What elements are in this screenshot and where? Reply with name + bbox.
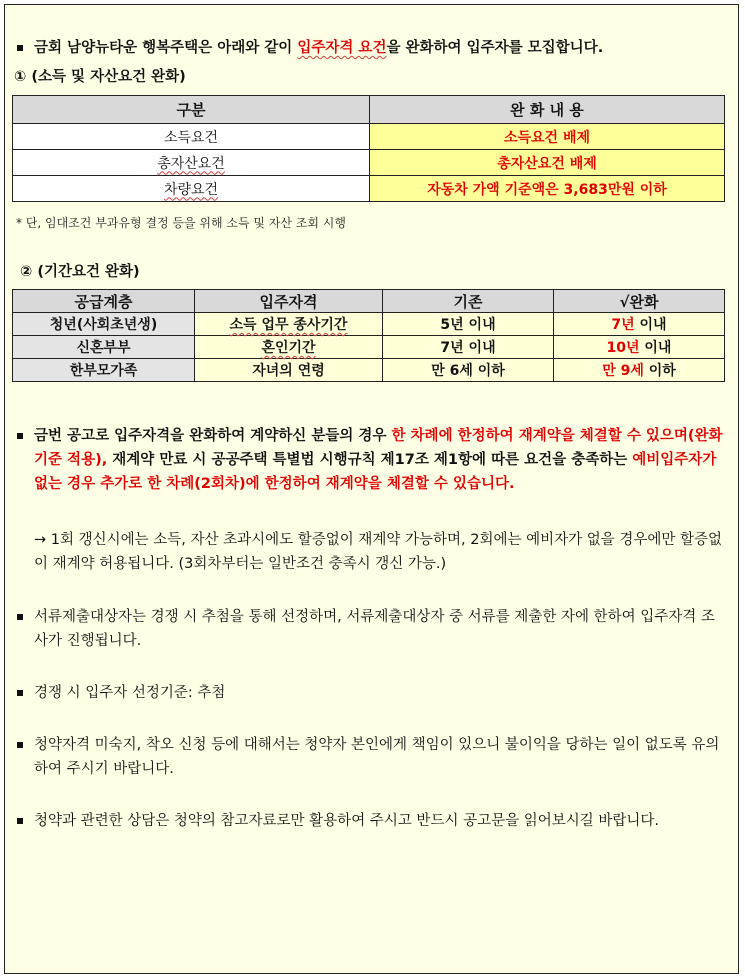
table2-after-rest: 이하: [643, 363, 676, 379]
table1-header-content: 완 화 내 용: [370, 96, 725, 124]
table2-group: 한부모가족: [13, 359, 195, 382]
table2-header-criteria: 입주자격: [195, 290, 383, 313]
bullet-notice-2: [17, 614, 23, 620]
table2-group: 신혼부부: [13, 336, 195, 359]
table2-before: 5년 이내: [383, 313, 554, 336]
table2-after-rest: 이내: [634, 317, 667, 333]
table2-after: [554, 336, 725, 359]
table1-header-category: 구분: [13, 96, 370, 124]
table1-value: 총자산요건 배제: [370, 150, 725, 176]
notice-responsibility: 청약자격 미숙지, 착오 신청 등에 대해서는 청약자 본인에게 책임이 있으니 불이익을 당하는 일이 없도록 유의하여 주시기 바랍니다.: [34, 737, 720, 777]
notice-selection: 경쟁 시 입주자 선정기준: 추첨: [34, 685, 226, 701]
table2-before: 7년 이내: [383, 336, 554, 359]
table-row: [13, 176, 725, 202]
notice-renewal-sub: → 1회 갱신시에는 소득, 자산 초과시에도 할증없이 재계약 가능하며, 2회에는 예비자가 없을 경우에만 할증없이 재계약 허용됩니다. (3회차부터는 일반조건 충족시 갱신 가능.): [34, 532, 723, 572]
table1-label: 총자산요건: [13, 150, 370, 176]
table1-label: 차량요건: [13, 176, 370, 202]
notice-renewal-b: 한 차례에 한정하여 재계약을 체결할 수 있으며(완화기준 적용),: [34, 428, 723, 468]
bullet-notice-3: [17, 690, 23, 696]
intro-line: [34, 38, 603, 58]
bullet-notice-4: [17, 742, 23, 748]
table1-label: 소득요건: [13, 124, 370, 150]
table2-criteria: 소득 업무 종사기간: [195, 313, 383, 336]
intro-suffix: 을 완화하여 입주자를 모집합니다.: [386, 40, 604, 56]
table1-value: 자동차 가액 기준액은 3,683만원 이하: [370, 176, 725, 202]
table2-header-group: 공급계층: [13, 290, 195, 313]
table-row: [13, 336, 725, 359]
notice-renewal-d: 예비입주자가 없는 경우 추가로 한 차례(2회차)에 한정하여 재계약을 체결할 수 있습니다.: [34, 452, 717, 492]
table-row: [13, 150, 725, 176]
notice-renewal-c: 재계약 만료 시 공공주택 특별법 시행규칙 제17조 제1항에 따른 요건을 충족하는: [107, 452, 633, 468]
income-asset-table: [12, 95, 725, 202]
table2-after-value: 10년: [606, 340, 640, 356]
table-row: [13, 124, 725, 150]
intro-prefix: 금회 남양뉴타운 행복주택은 아래와 같이: [34, 40, 298, 56]
table2-after-rest: 이내: [639, 340, 672, 356]
table2-group: 청년(사회초년생): [13, 313, 195, 336]
table-row: [13, 359, 725, 382]
table2-after-value: 만 9세: [602, 363, 644, 379]
table2-after: [554, 313, 725, 336]
table2-header-after: √완화: [554, 290, 725, 313]
section1-title: ① (소득 및 자산요건 완화): [14, 69, 186, 85]
notice-document: 서류제출대상자는 경쟁 시 추첨을 통해 선정하며, 서류제출대상자 중 서류를 제출한 자에 한하여 입주자격 조사가 진행됩니다.: [34, 609, 715, 649]
bullet-intro: [17, 45, 23, 51]
bullet-notice-5: [17, 818, 23, 824]
table2-criteria: 자녀의 연령: [195, 359, 383, 382]
intro-highlight: 입주자격 요건: [297, 40, 387, 56]
period-table: [12, 289, 725, 382]
notice-consultation: 청약과 관련한 상담은 청약의 참고자료로만 활용하여 주시고 반드시 공고문을 읽어보시길 바랍니다.: [34, 813, 659, 829]
bullet-notice-1: [17, 433, 23, 439]
asset-note: * 단, 임대조건 부과유형 결정 등을 위해 소득 및 자산 조회 시행: [16, 216, 346, 230]
table2-criteria: 혼인기간: [195, 336, 383, 359]
section2-title: ② (기간요건 완화): [20, 264, 140, 280]
table2-after-value: 7년: [611, 317, 635, 333]
table2-before: 만 6세 이하: [383, 359, 554, 382]
table1-value: 소득요건 배제: [370, 124, 725, 150]
table2-header-before: 기존: [383, 290, 554, 313]
notice-renewal: [34, 424, 726, 496]
table-row: [13, 313, 725, 336]
notice-renewal-a: 금번 공고로 입주자격을 완화하여 계약하신 분들의 경우: [34, 428, 392, 444]
table2-after: [554, 359, 725, 382]
